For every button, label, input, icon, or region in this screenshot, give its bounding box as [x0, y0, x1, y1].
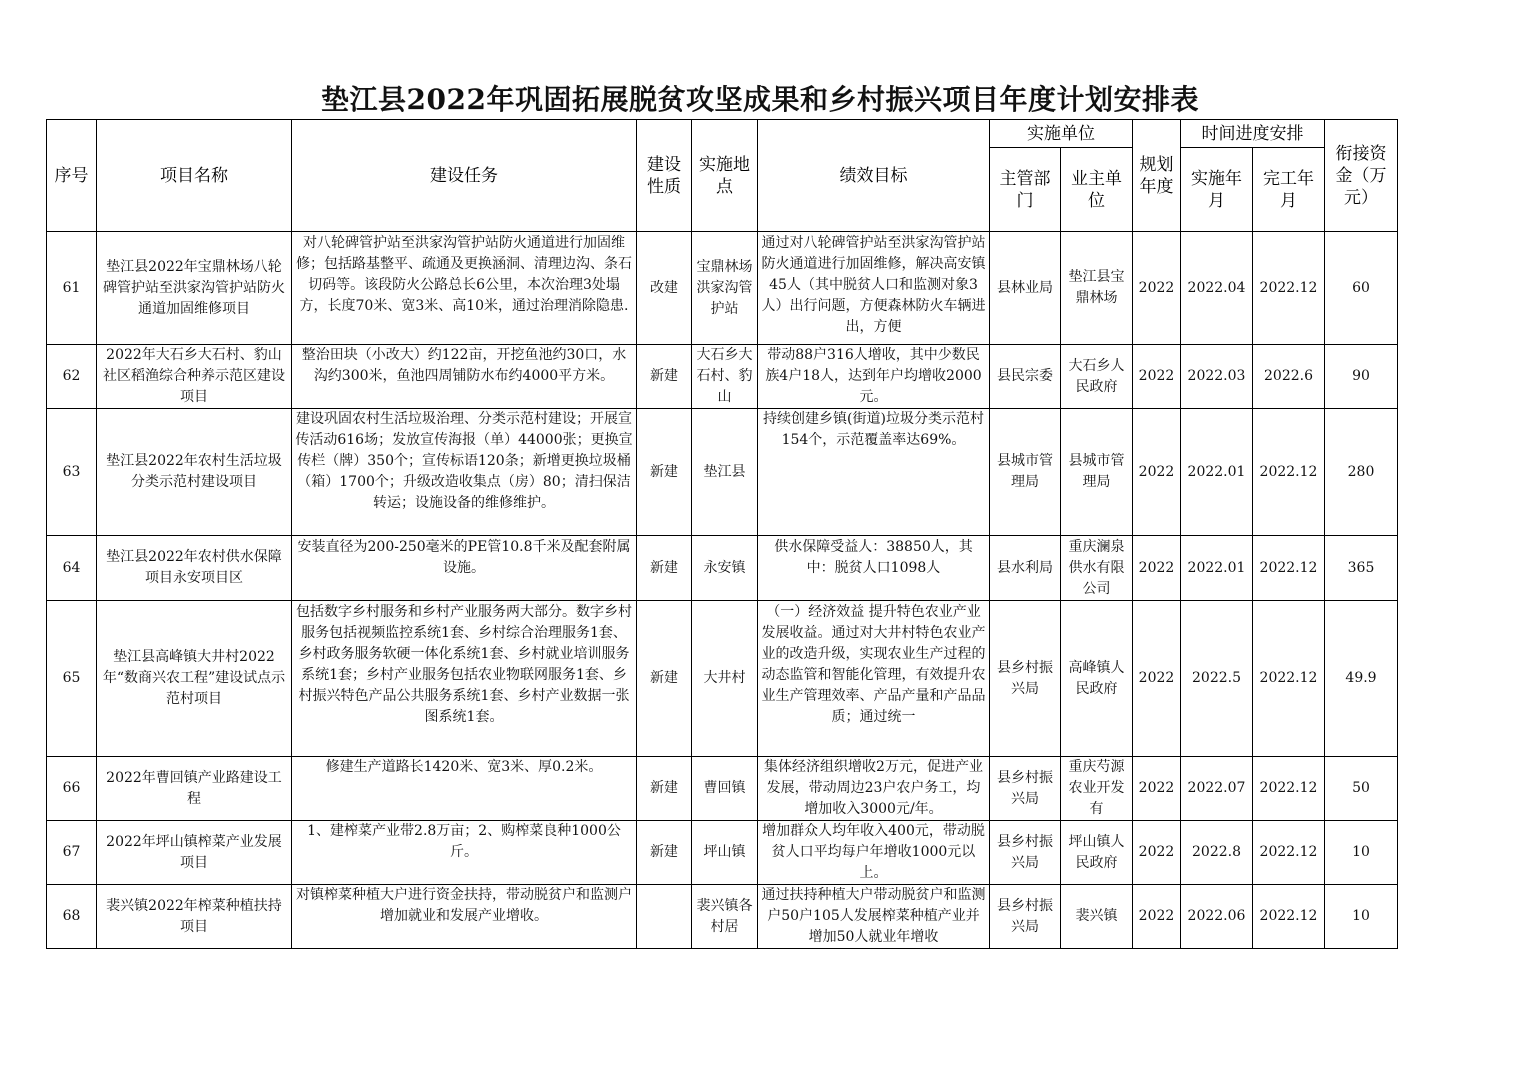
cell-nature: 改建	[637, 232, 692, 345]
cell-task-text: 对镇榨菜种植大户进行资金扶持，带动脱贫户和监测户增加就业和发展产业增收。	[296, 887, 632, 924]
cell-seq: 63	[47, 409, 97, 536]
cell-location: 宝鼎林场洪家沟管护站	[692, 232, 758, 345]
cell-owner: 大石乡人民政府	[1061, 345, 1133, 409]
cell-owner: 坪山镇人民政府	[1061, 821, 1133, 885]
cell-task-text: 整治田块（小改大）约122亩，开挖鱼池约30口，水沟约300米，鱼池四周铺防水布约4000平方米。	[301, 347, 627, 384]
cell-finish: 2022.12	[1253, 757, 1325, 821]
header-finish-month: 完工年月	[1253, 148, 1325, 232]
cell-location: 永安镇	[692, 536, 758, 601]
cell-task-text: 1、建榨菜产业带2.8万亩；2、购榨菜良种1000公斤。	[307, 823, 621, 860]
header-project-name: 项目名称	[97, 120, 292, 232]
cell-plan-year: 2022	[1133, 232, 1181, 345]
cell-funds: 50	[1325, 757, 1398, 821]
page-title: 垫江县2022年巩固拓展脱贫攻坚成果和乡村振兴项目年度计划安排表	[321, 83, 1199, 116]
cell-seq: 62	[47, 345, 97, 409]
cell-nature: 新建	[637, 601, 692, 757]
cell-task-text: 安装直径为200-250毫米的PE管10.8千米及配套附属设施。	[297, 538, 631, 576]
cell-finish: 2022.12	[1253, 232, 1325, 345]
cell-owner	[1061, 536, 1133, 601]
header-schedule: 时间进度安排	[1181, 120, 1325, 148]
cell-project-name: 垫江县2022年农村生活垃圾分类示范村建设项目	[97, 409, 292, 536]
cell-nature	[637, 885, 692, 949]
cell-funds: 90	[1325, 345, 1398, 409]
header-seq: 序号	[47, 120, 97, 232]
cell-plan-year: 2022	[1133, 536, 1181, 601]
table-row	[47, 232, 1398, 345]
cell-task	[292, 409, 637, 536]
header-start-month: 实施年月	[1181, 148, 1253, 232]
cell-project-name: 垫江县2022年宝鼎林场八轮碑管护站至洪家沟管护站防火通道加固维修项目	[97, 232, 292, 345]
cell-finish: 2022.12	[1253, 821, 1325, 885]
cell-plan-year: 2022	[1133, 409, 1181, 536]
cell-goal	[758, 232, 990, 345]
cell-goal	[758, 409, 990, 536]
cell-goal	[758, 536, 990, 601]
cell-nature: 新建	[637, 345, 692, 409]
header-location: 实施地点	[692, 120, 758, 232]
cell-owner: 县城市管理局	[1061, 409, 1133, 536]
cell-goal	[758, 601, 990, 757]
cell-task-text: 建设巩固农村生活垃圾治理、分类示范村建设；开展宣传活动616场；发放宣传海报（单）44000张；更换宣传栏（牌）350个；宣传标语120条；新增更换垃圾桶（箱）1700个；升级改造收集点（房）80；清扫保洁转运；设施设备的维修维护。	[295, 411, 633, 511]
cell-task	[292, 536, 637, 601]
cell-seq: 68	[47, 885, 97, 949]
cell-location	[692, 345, 758, 409]
cell-nature: 新建	[637, 409, 692, 536]
cell-task-text: 修建生产道路长1420米、宽3米、厚0.2米。	[325, 759, 603, 775]
header-construction-nature: 建设性质	[637, 120, 692, 232]
cell-funds: 10	[1325, 821, 1398, 885]
cell-goal-text: 供水保障受益人：38850人，其中：脱贫人口1098人	[774, 538, 973, 576]
cell-owner: 裴兴镇	[1061, 885, 1133, 949]
cell-dept: 县水利局	[990, 536, 1061, 601]
cell-finish: 2022.6	[1253, 345, 1325, 409]
table-row	[47, 821, 1398, 885]
cell-funds: 365	[1325, 536, 1398, 601]
cell-funds: 280	[1325, 409, 1398, 536]
cell-start: 2022.03	[1181, 345, 1253, 409]
cell-start: 2022.06	[1181, 885, 1253, 949]
header-funds: 衔接资金（万元）	[1325, 120, 1398, 232]
header-implementing-unit: 实施单位	[990, 120, 1133, 148]
cell-goal-text: 持续创建乡镇(街道)垃圾分类示范村154个，示范覆盖率达69%。	[763, 411, 984, 448]
cell-goal	[758, 885, 990, 949]
cell-owner: 高峰镇人民政府	[1061, 601, 1133, 757]
cell-dept: 县林业局	[990, 232, 1061, 345]
cell-start: 2022.5	[1181, 601, 1253, 757]
cell-location: 大井村	[692, 601, 758, 757]
cell-location: 曹回镇	[692, 757, 758, 821]
cell-seq: 66	[47, 757, 97, 821]
cell-owner-text: 重庆澜泉供水有限公司	[1068, 538, 1125, 597]
cell-nature: 新建	[637, 821, 692, 885]
table-row	[47, 601, 1398, 757]
cell-task	[292, 232, 637, 345]
cell-location: 裴兴镇各村居	[692, 885, 758, 949]
cell-seq: 64	[47, 536, 97, 601]
cell-owner	[1061, 757, 1133, 821]
cell-goal	[758, 757, 990, 821]
cell-location: 垫江县	[692, 409, 758, 536]
cell-owner: 垫江县宝鼎林场	[1061, 232, 1133, 345]
cell-goal-text: 通过对八轮碑管护站至洪家沟管护站防火通道进行加固维修，解决高安镇45人（其中脱贫人口和监测对象3人）出行问题，方便森林防火车辆进出，方便	[761, 235, 986, 335]
cell-start: 2022.8	[1181, 821, 1253, 885]
cell-goal	[758, 345, 990, 409]
cell-dept: 县城市管理局	[990, 409, 1061, 536]
header-performance-goal: 绩效目标	[758, 120, 990, 232]
header-plan-year: 规划年度	[1133, 120, 1181, 232]
cell-plan-year: 2022	[1133, 885, 1181, 949]
header-owner-unit: 业主单位	[1061, 148, 1133, 232]
cell-start: 2022.01	[1181, 536, 1253, 601]
cell-dept: 县民宗委	[990, 345, 1061, 409]
cell-funds: 49.9	[1325, 601, 1398, 757]
cell-project-name: 2022年曹回镇产业路建设工程	[97, 757, 292, 821]
cell-project-name: 2022年大石乡大石村、豹山社区稻渔综合种养示范区建设项目	[97, 345, 292, 409]
cell-seq: 65	[47, 601, 97, 757]
cell-goal-text: 通过扶持种植大户带动脱贫户和监测户50户105人发展榨菜种植产业并增加50人就业年增收	[761, 887, 986, 945]
cell-dept: 县乡村振兴局	[990, 821, 1061, 885]
cell-plan-year: 2022	[1133, 601, 1181, 757]
cell-start: 2022.07	[1181, 757, 1253, 821]
header-construction-task: 建设任务	[292, 120, 637, 232]
cell-start: 2022.04	[1181, 232, 1253, 345]
table-row	[47, 885, 1398, 949]
table-row	[47, 409, 1398, 536]
cell-project-name: 垫江县高峰镇大井村2022年“数商兴农工程”建设试点示范村项目	[97, 601, 292, 757]
cell-funds: 60	[1325, 232, 1398, 345]
cell-seq: 61	[47, 232, 97, 345]
cell-project-name: 裴兴镇2022年榨菜种植扶持项目	[97, 885, 292, 949]
cell-plan-year: 2022	[1133, 757, 1181, 821]
cell-dept: 县乡村振兴局	[990, 885, 1061, 949]
cell-task	[292, 821, 637, 885]
cell-goal-text: （一）经济效益 提升特色农业产业发展收益。通过对大井村特色农业产业的改造升级，实现农业生产过程的动态监管和智能化管理，有效提升农业生产管理效率、产品产量和产品品质；通过统一	[761, 603, 986, 725]
table-row	[47, 345, 1398, 409]
cell-goal-text: 集体经济组织增收2万元，促进产业发展，带动周边23户农户务工，均增加收入3000元/年。	[764, 759, 983, 817]
cell-task-text: 对八轮碑管护站至洪家沟管护站防火通道进行加固维修；包括路基整平、疏通及更换涵洞、清理边沟、条石切码等。该段防火公路总长6公里，本次治理3处塌方，长度70米、宽3米、高10米，通过治理消除隐患.	[296, 235, 632, 314]
cell-dept: 县乡村振兴局	[990, 757, 1061, 821]
cell-project-name: 2022年坪山镇榨菜产业发展项目	[97, 821, 292, 885]
cell-plan-year: 2022	[1133, 821, 1181, 885]
cell-finish: 2022.12	[1253, 536, 1325, 601]
cell-plan-year: 2022	[1133, 345, 1181, 409]
project-plan-table	[46, 119, 1398, 949]
cell-finish: 2022.12	[1253, 409, 1325, 536]
cell-goal	[758, 821, 990, 885]
cell-task	[292, 345, 637, 409]
table-row	[47, 536, 1398, 601]
cell-start: 2022.01	[1181, 409, 1253, 536]
cell-goal-text: 增加群众人均年收入400元，带动脱贫人口平均每户年增收1000元以上。	[762, 823, 985, 881]
cell-task	[292, 601, 637, 757]
header-competent-dept: 主管部门	[990, 148, 1061, 232]
cell-nature: 新建	[637, 757, 692, 821]
cell-finish: 2022.12	[1253, 601, 1325, 757]
cell-nature: 新建	[637, 536, 692, 601]
cell-goal-text: 带动88户316人增收，其中少数民族4户18人，达到年户均增收2000元。	[765, 347, 982, 405]
cell-task-text: 包括数字乡村服务和乡村产业服务两大部分。数字乡村服务包括视频监控系统1套、乡村综合治理服务1套、乡村政务服务软硬一体化系统1套、乡村就业培训服务系统1套；乡村产业服务包括农业物联网服务1套、乡村振兴特色产品公共服务系统1套、乡村产业数据一张图系统1套。	[296, 603, 632, 725]
cell-location: 坪山镇	[692, 821, 758, 885]
cell-task	[292, 885, 637, 949]
table-row	[47, 757, 1398, 821]
cell-owner-text: 重庆芍源农业开发有	[1068, 759, 1125, 817]
cell-task	[292, 757, 637, 821]
cell-seq: 67	[47, 821, 97, 885]
cell-project-name: 垫江县2022年农村供水保障项目永安项目区	[97, 536, 292, 601]
cell-dept: 县乡村振兴局	[990, 601, 1061, 757]
cell-funds: 10	[1325, 885, 1398, 949]
cell-finish: 2022.12	[1253, 885, 1325, 949]
cell-location-text: 大石乡大石村、豹山	[696, 347, 753, 405]
